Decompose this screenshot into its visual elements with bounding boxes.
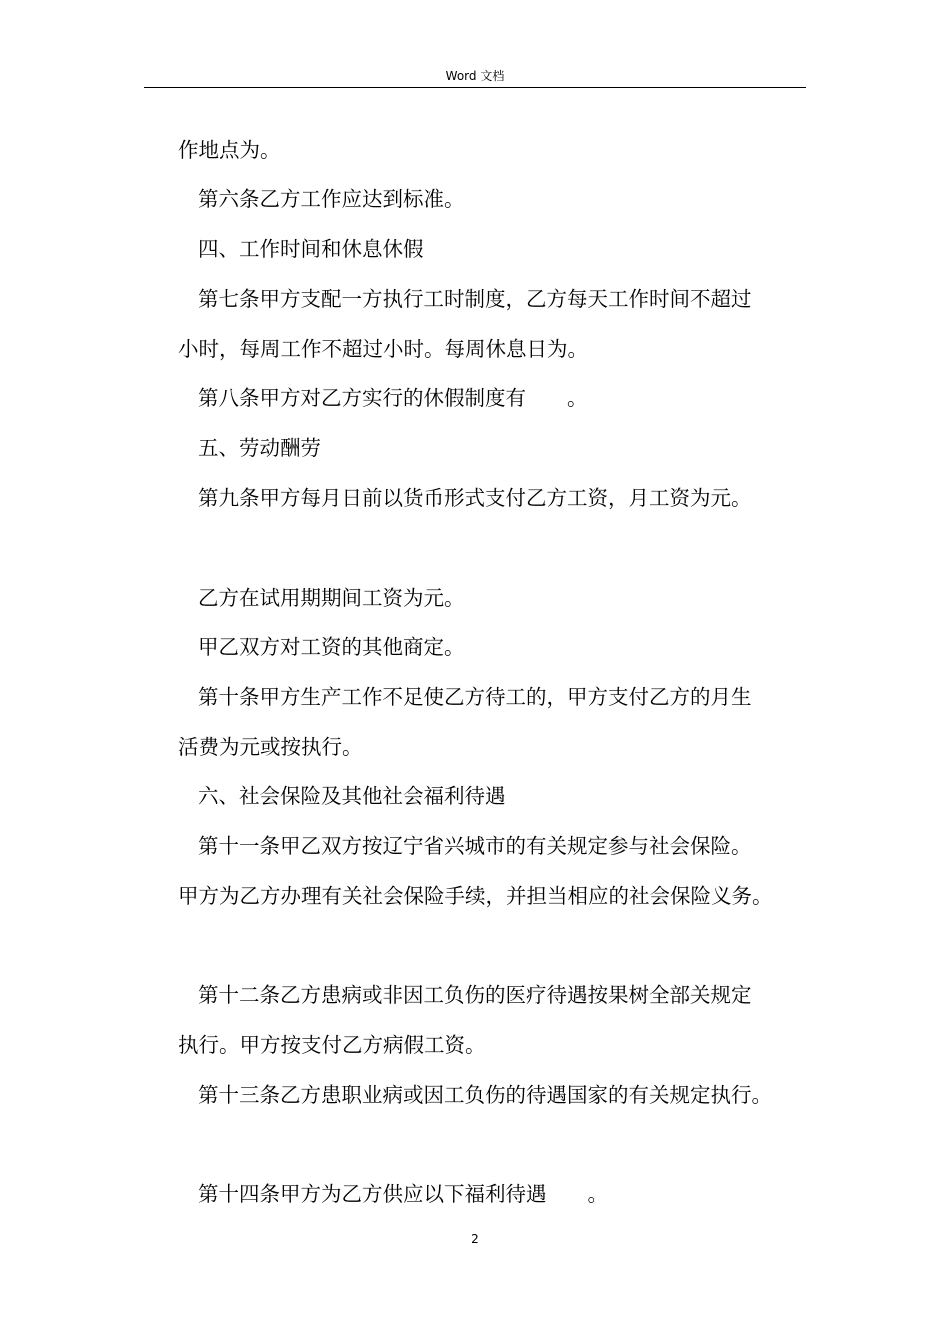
body-line: 第十三条乙方患职业病或因工负伤的待遇国家的有关规定执行。: [198, 1083, 772, 1107]
body-line: 甲方为乙方办理有关社会保险手续，并担当相应的社会保险义务。: [178, 884, 773, 908]
body-line: 第九条甲方每月日前以货币形式支付乙方工资，月工资为元。: [198, 486, 752, 510]
body-line: 第十条甲方生产工作不足使乙方待工的，甲方支付乙方的月生: [198, 685, 752, 709]
body-line: 甲乙双方对工资的其他商定。: [198, 635, 465, 659]
header-title: Word 文档: [445, 69, 505, 83]
body-line: 第十二条乙方患病或非因工负伤的医疗待遇按果树全部关规定: [198, 983, 752, 1007]
body-line: 作地点为。: [178, 138, 281, 162]
section-heading: 四、工作时间和休息休假: [198, 237, 424, 261]
body-line: 乙方在试用期期间工资为元。: [198, 586, 465, 610]
body-line: 小时，每周工作不超过小时。每周休息日为。: [178, 337, 588, 361]
body-line: 第六条乙方工作应达到标准。: [198, 187, 465, 211]
body-line: 第十四条甲方为乙方供应以下福利待遇 。: [198, 1182, 608, 1206]
header-divider: [144, 87, 806, 88]
body-line: 执行。甲方按支付乙方病假工资。: [178, 1033, 486, 1057]
body-line: 第八条甲方对乙方实行的休假制度有 。: [198, 386, 588, 410]
section-heading: 六、社会保险及其他社会福利待遇: [198, 784, 506, 808]
body-line: 活费为元或按执行。: [178, 735, 363, 759]
section-heading: 五、劳动酬劳: [198, 436, 321, 460]
body-line: 第十一条甲乙双方按辽宁省兴城市的有关规定参与社会保险。: [198, 834, 752, 858]
page-number: 2: [471, 1232, 479, 1246]
body-line: 第七条甲方支配一方执行工时制度，乙方每天工作时间不超过: [198, 287, 752, 311]
